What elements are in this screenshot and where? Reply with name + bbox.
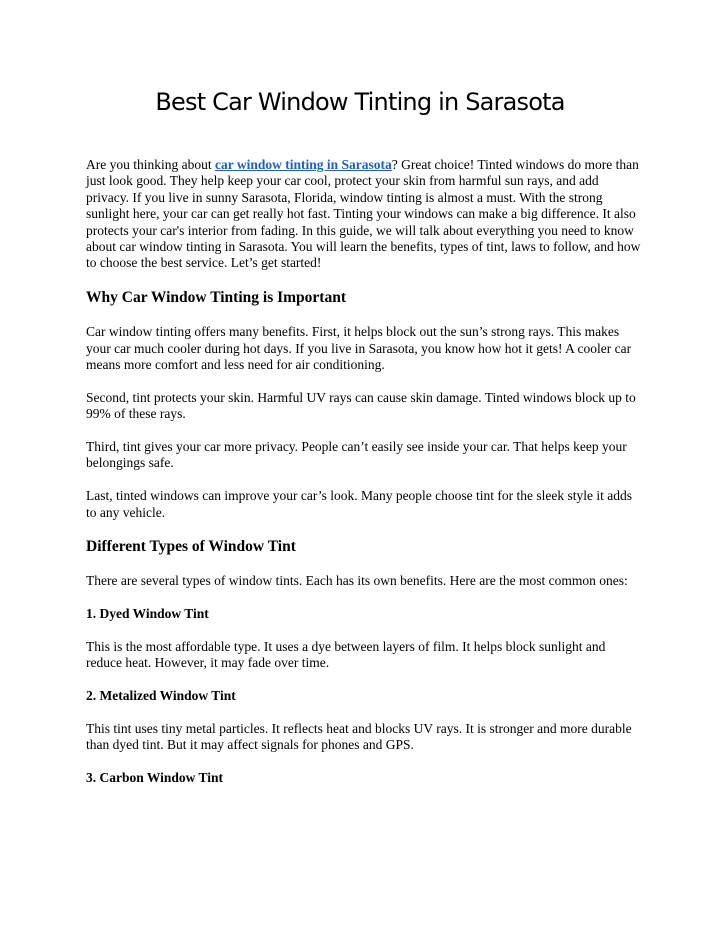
- section-heading-types: Different Types of Window Tint: [86, 538, 296, 556]
- intro-text-before-link: Are you thinking about: [86, 157, 215, 172]
- why-paragraph-2: Second, tint protects your skin. Harmful UV rays can cause skin damage. Tinted windows block up to 99% of these rays.: [86, 389, 636, 422]
- why-paragraph-1: Car window tinting offers many benefits. First, it helps block out the sun’s strong rays. This makes your car much cooler during hot days. If you live in Sarasota, you know how hot it gets! A cooler car means more comfort and less need for air conditioning.: [86, 324, 632, 373]
- why-paragraph-4: Last, tinted windows can improve your car’s look. Many people choose tint for the sleek style it adds to any vehicle.: [86, 488, 633, 520]
- intro-paragraph: [86, 157, 642, 272]
- why-paragraph-3: Third, tint gives your car more privacy. People can’t easily see inside your car. That helps keep your belongings safe.: [86, 439, 627, 471]
- page-title: Best Car Window Tinting in Sarasota: [155, 88, 565, 116]
- subheading-dyed-tint: 1. Dyed Window Tint: [86, 606, 209, 622]
- section-heading-why: Why Car Window Tinting is Important: [86, 289, 346, 307]
- subheading-metalized-tint: 2. Metalized Window Tint: [86, 688, 236, 704]
- subheading-carbon-tint: 3. Carbon Window Tint: [86, 770, 224, 786]
- types-intro-paragraph: There are several types of window tints. Each has its own benefits. Here are the most common ones:: [86, 573, 628, 589]
- intro-text-after-link: ? Great choice! Tinted windows do more than just look good. They help keep your car cool, protect your skin from harmful sun rays, and add privacy. If you live in sunny Sarasota, Florida, window tinting is almost a must. With the strong sunlight here, your car can get really hot fast. Tinting your windows can make a big difference. It also protects your car's interior from fading. In this guide, we will talk about everything you need to know about car window tinting in Sarasota. You will learn the benefits, types of tint, laws to follow, and how to choose the best service. Let’s get started!: [86, 157, 641, 271]
- dyed-tint-paragraph: This is the most affordable type. It uses a dye between layers of film. It helps block sunlight and reduce heat. However, it may fade over time.: [86, 639, 606, 671]
- document-body: [86, 157, 642, 803]
- metalized-tint-paragraph: This tint uses tiny metal particles. It reflects heat and blocks UV rays. It is stronger and more durable than dyed tint. But it may affect signals for phones and GPS.: [86, 721, 632, 753]
- sarasota-tinting-link[interactable]: car window tinting in Sarasota: [214, 157, 392, 172]
